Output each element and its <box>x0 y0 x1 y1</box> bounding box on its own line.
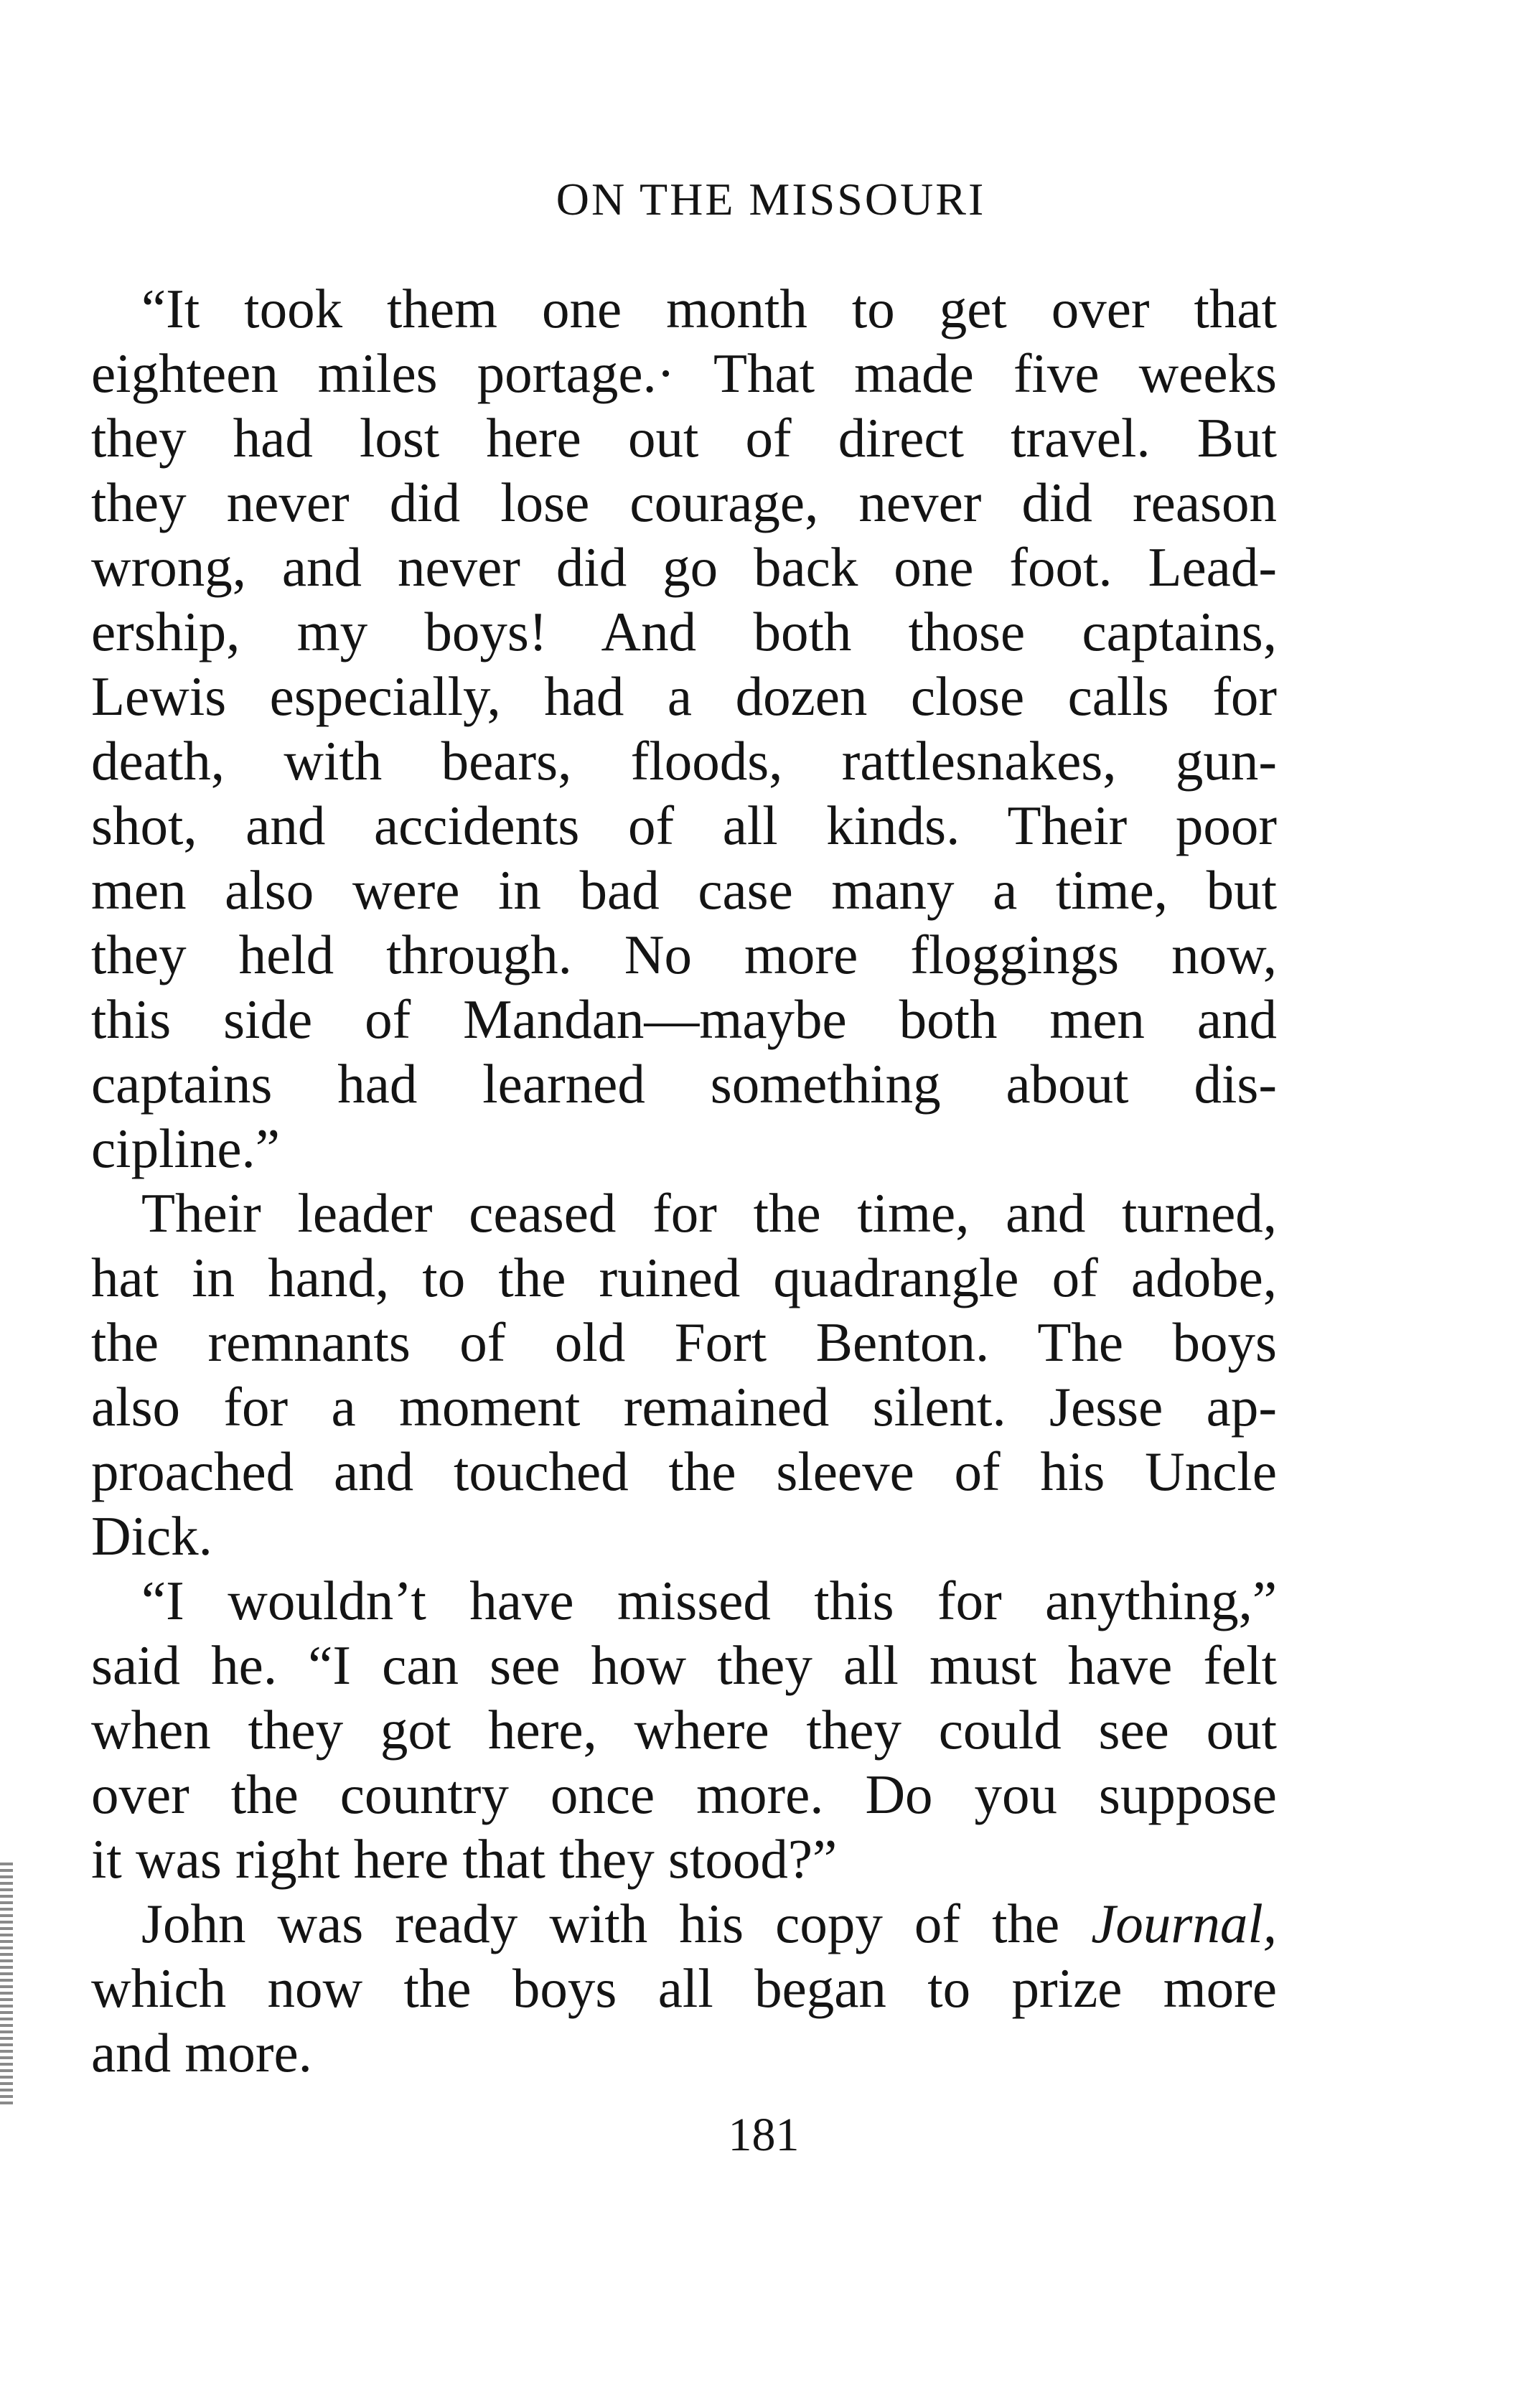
text-line: shot, and accidents of all kinds. Their poor <box>91 795 1277 856</box>
text-line: said he. “I can see how they all must have felt <box>91 1634 1277 1696</box>
text-line: death, with bears, floods, rattlesnakes, gun- <box>91 730 1277 792</box>
page-number: 181 <box>728 2109 800 2161</box>
text-line-with-italic <box>141 1891 1277 1956</box>
text-line: they held through. No more floggings now, <box>91 924 1277 985</box>
text-line: “It took them one month to get over that <box>141 278 1277 339</box>
text-line: “I wouldn’t have missed this for anything,” <box>141 1570 1277 1631</box>
italic-title: Journal, <box>1091 1893 1277 1954</box>
text-line: Dick. <box>91 1505 212 1567</box>
text-line: which now the boys all began to prize more <box>91 1957 1277 2019</box>
text-line: hat in hand, to the ruined quadrangle of adobe, <box>91 1247 1277 1308</box>
text-segment: John was ready with his copy of the <box>141 1893 1060 1954</box>
text-line: proached and touched the sleeve of his Uncle <box>91 1440 1277 1502</box>
text-line: this side of Mandan—maybe both men and <box>91 988 1277 1050</box>
text-line: captains had learned something about dis- <box>91 1053 1277 1115</box>
text-line: men also were in bad case many a time, but <box>91 859 1277 921</box>
text-line: when they got here, where they could see out <box>91 1699 1277 1761</box>
text-line: it was right here that they stood?” <box>91 1828 838 1890</box>
text-line: also for a moment remained silent. Jesse ap- <box>91 1376 1277 1438</box>
text-line: and more. <box>91 2022 312 2084</box>
binding-edge-mark <box>0 1863 13 2107</box>
text-line: eighteen miles portage.· That made five weeks <box>91 342 1277 404</box>
text-line: ership, my boys! And both those captains, <box>91 601 1277 662</box>
text-line: Lewis especially, had a dozen close calls for <box>91 665 1277 727</box>
text-line: Their leader ceased for the time, and turned, <box>141 1182 1277 1244</box>
text-line: the remnants of old Fort Benton. The boys <box>91 1311 1277 1373</box>
running-head: ON THE MISSOURI <box>556 174 986 225</box>
text-line: cipline.” <box>91 1118 280 1179</box>
text-line: they had lost here out of direct travel. But <box>91 407 1277 469</box>
text-line: over the country once more. Do you suppose <box>91 1763 1277 1825</box>
text-line: they never did lose courage, never did reason <box>91 472 1277 533</box>
text-line: wrong, and never did go back one foot. Lead- <box>91 536 1277 598</box>
